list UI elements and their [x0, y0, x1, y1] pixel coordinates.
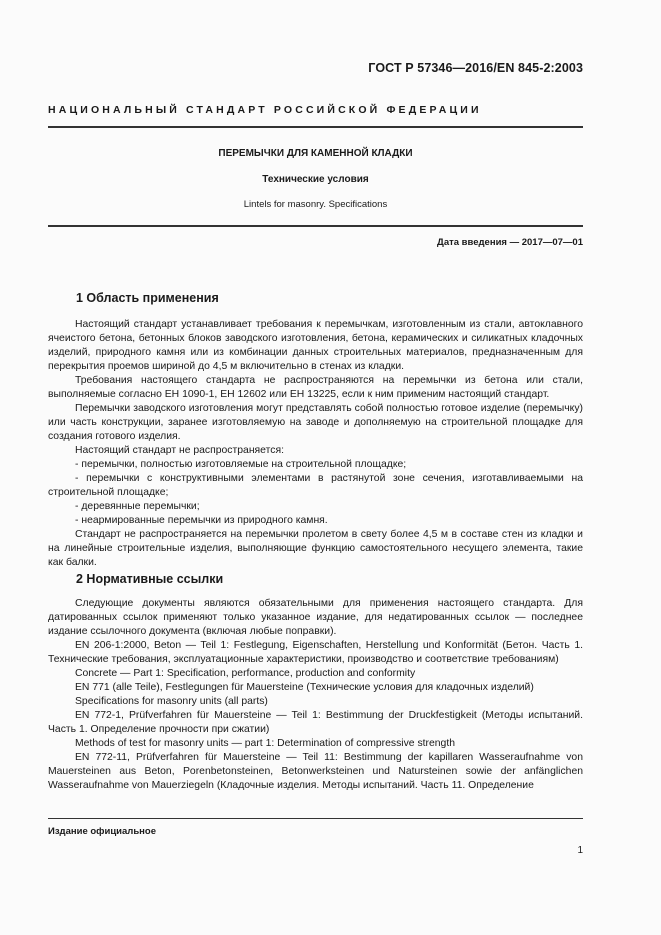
- list-item: - деревянные перемычки;: [75, 501, 200, 512]
- footer-rule: [48, 818, 583, 819]
- header-rule-top: [48, 126, 583, 128]
- section-1-heading: 1 Область применения: [76, 291, 219, 305]
- reference-entry: Methods of test for masonry units — part 1: Determination of compressive strength: [75, 738, 455, 749]
- standard-number: ГОСТ Р 57346—2016/EN 845-2:2003: [368, 61, 583, 75]
- header-rule-bottom: [48, 225, 583, 227]
- paragraph: Следующие документы являются обязательными для применения настоящего стандарта. Для датированных ссылок применяют только указанное издание, для недатированных ссылок — последнее издание ссылочного документа (включая любые поправки).: [48, 598, 583, 637]
- reference-entry: Concrete — Part 1: Specification, performance, production and conformity: [75, 668, 416, 679]
- paragraph: Перемычки заводского изготовления могут представлять собой полностью готовое изделие (перемычку) или часть конструкции, заранее изготовляемую на заводе и дополняемую на строительной площадке для создания готового изделия.: [48, 403, 583, 442]
- reference-entry: EN 772-11, Prüfverfahren für Mauersteine — Teil 11: Bestimmung der kapillaren Wasseraufnahme von Mauersteinen aus Beton, Porenbetonsteinen, Betonwerksteinen und Natursteinen sowie der anfänglichen Wasseraufnahme von Mauerziegeln (Кладочные изделия. Методы испытаний. Часть 11. Определение: [48, 752, 583, 791]
- official-edition-label: Издание официальное: [48, 826, 156, 837]
- paragraph: Требования настоящего стандарта не распространяются на перемычки из бетона или стали, выполняемые согласно ЕН 1090-1, ЕН 12602 или ЕН 13225, если к ним применим настоящий стандарт.: [48, 375, 583, 400]
- section-1-body: [48, 318, 583, 570]
- reference-entry: EN 771 (alle Teile), Festlegungen für Mauersteine (Технические условия для кладочных изделий): [75, 682, 534, 693]
- section-2-heading: 2 Нормативные ссылки: [76, 572, 224, 586]
- list-item: - перемычки, полностью изготовляемые на строительной площадке;: [75, 459, 407, 470]
- document-title: ПЕРЕМЫЧКИ ДЛЯ КАМЕННОЙ КЛАДКИ: [218, 148, 413, 159]
- document-subtitle: Технические условия: [262, 174, 369, 185]
- paragraph: Настоящий стандарт не распространяется:: [75, 445, 284, 456]
- reference-entry: Specifications for masonry units (all parts): [75, 696, 268, 707]
- page-number: 1: [577, 845, 583, 856]
- list-item: - перемычки с конструктивными элементами в растянутой зоне сечения, изготавливаемыми на строительной площадке;: [48, 473, 583, 498]
- section-2-body: [48, 597, 583, 793]
- introduction-date: Дата введения — 2017—07—01: [437, 237, 583, 248]
- list-item: - неармированные перемычки из природного камня.: [75, 515, 328, 526]
- reference-entry: EN 772-1, Prüfverfahren für Mauersteine — Teil 1: Bestimmung der Druckfestigkeit (Методы испытаний. Часть 1. Определение прочности при сжатии): [48, 710, 583, 735]
- reference-entry: EN 206-1:2000, Beton — Teil 1: Festlegung, Eigenschaften, Herstellung und Konformität (Бетон. Часть 1. Технические требования, эксплуатационные характеристики, производство и соответствие требованиям): [48, 640, 583, 665]
- national-standard-banner: НАЦИОНАЛЬНЫЙ СТАНДАРТ РОССИЙСКОЙ ФЕДЕРАЦИИ: [48, 104, 482, 116]
- document-title-english: Lintels for masonry. Specifications: [243, 199, 388, 210]
- paragraph: Настоящий стандарт устанавливает требования к перемычкам, изготовленным из стали, автоклавного ячеистого бетона, бетонных блоков заводского изготовления, бетона, керамических и силикатных кладочных изделий, природного камня или из комбинации данных строительных материалов, предназначенным для перекрытия проемов шириной до 4,5 м включительно в стенах из кладки.: [48, 319, 583, 372]
- paragraph: Стандарт не распространяется на перемычки пролетом в свету более 4,5 м в составе стен из кладки и на линейные строительные изделия, выполняющие функцию самостоятельного несущего элемента, такие как балки.: [48, 529, 583, 568]
